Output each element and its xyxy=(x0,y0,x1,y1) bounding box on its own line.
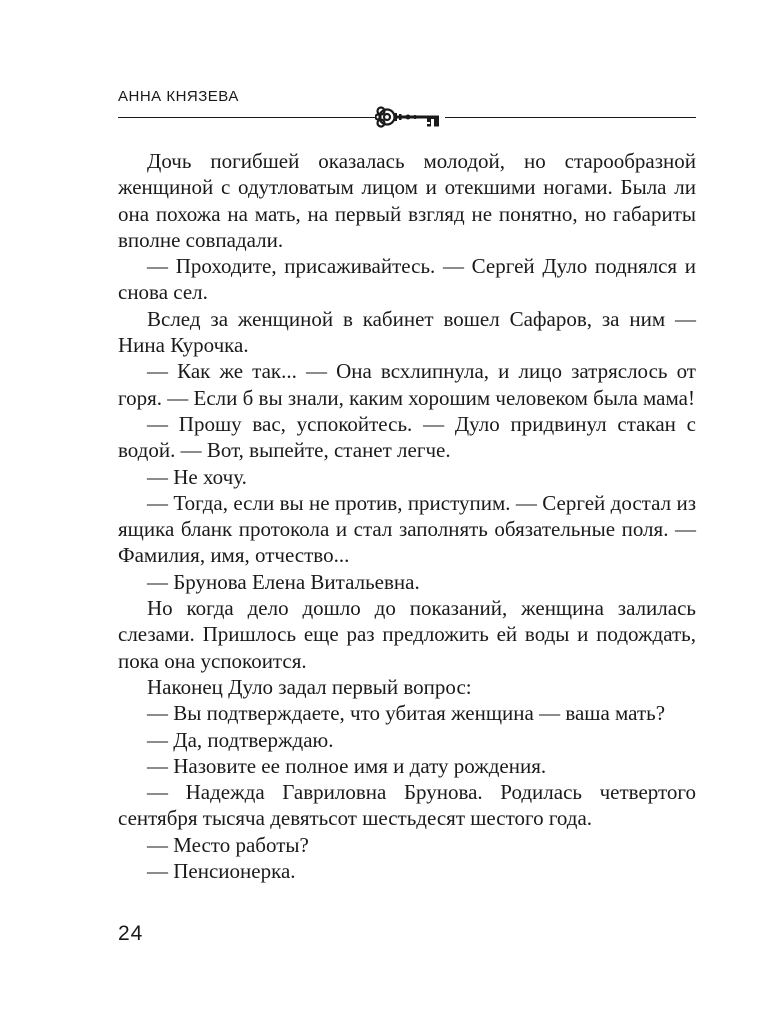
paragraph: — Тогда, если вы не против, приступим. — Сергей достал из ящика бланк протокола и стал заполнять обязательные поля. — Фамилия, имя, отчество... xyxy=(118,490,696,568)
paragraph: — Да, подтверждаю. xyxy=(147,727,334,752)
paragraph: Наконец Дуло задал первый вопрос: xyxy=(147,674,472,699)
paragraph: — Надежда Гавриловна Брунова. Родилась четвертого сентября тысяча девятьсот шестьдесят шестого года. xyxy=(118,780,696,831)
paragraph: — Не хочу. xyxy=(147,464,247,489)
running-head: АННА КНЯЗЕВА xyxy=(118,88,239,105)
paragraph: — Вы подтверждаете, что убитая женщина — ваша мать? xyxy=(147,701,666,726)
paragraph: — Проходите, присаживайтесь. — Сергей Дуло поднялся и снова сел. xyxy=(118,254,696,305)
paragraph: Но когда дело дошло до показаний, женщина залилась слезами. Пришлось еще раз предложить ей воды и подождать, пока она успокоится. xyxy=(118,596,696,673)
paragraph: — Прошу вас, успокойтесь. — Дуло придвинул стакан с водой. — Вот, выпейте, станет легче. xyxy=(118,411,696,463)
page-number: 24 xyxy=(118,922,144,945)
paragraph: — Назовите ее полное имя и дату рождения. xyxy=(147,753,547,778)
paragraph: — Как же так... — Она всхлипнула, и лицо затряслось от горя. — Если б вы знали, каким хорошим человеком была мама! xyxy=(118,359,696,410)
paragraph: — Пенсионерка. xyxy=(147,859,296,884)
paragraph: Дочь погибшей оказалась молодой, но старообразной женщиной с одутловатым лицом и отекшими ногами. Была ли она похожа на мать, на первый взгляд не понятно, но габариты вполне совпадали. xyxy=(118,149,696,252)
body-text xyxy=(118,148,696,884)
key-icon xyxy=(375,102,445,132)
paragraph: — Брунова Елена Витальевна. xyxy=(147,569,420,594)
paragraph: Вслед за женщиной в кабинет вошел Сафаров, за ним — Нина Курочка. xyxy=(118,306,696,358)
paragraph: — Место работы? xyxy=(147,832,309,857)
